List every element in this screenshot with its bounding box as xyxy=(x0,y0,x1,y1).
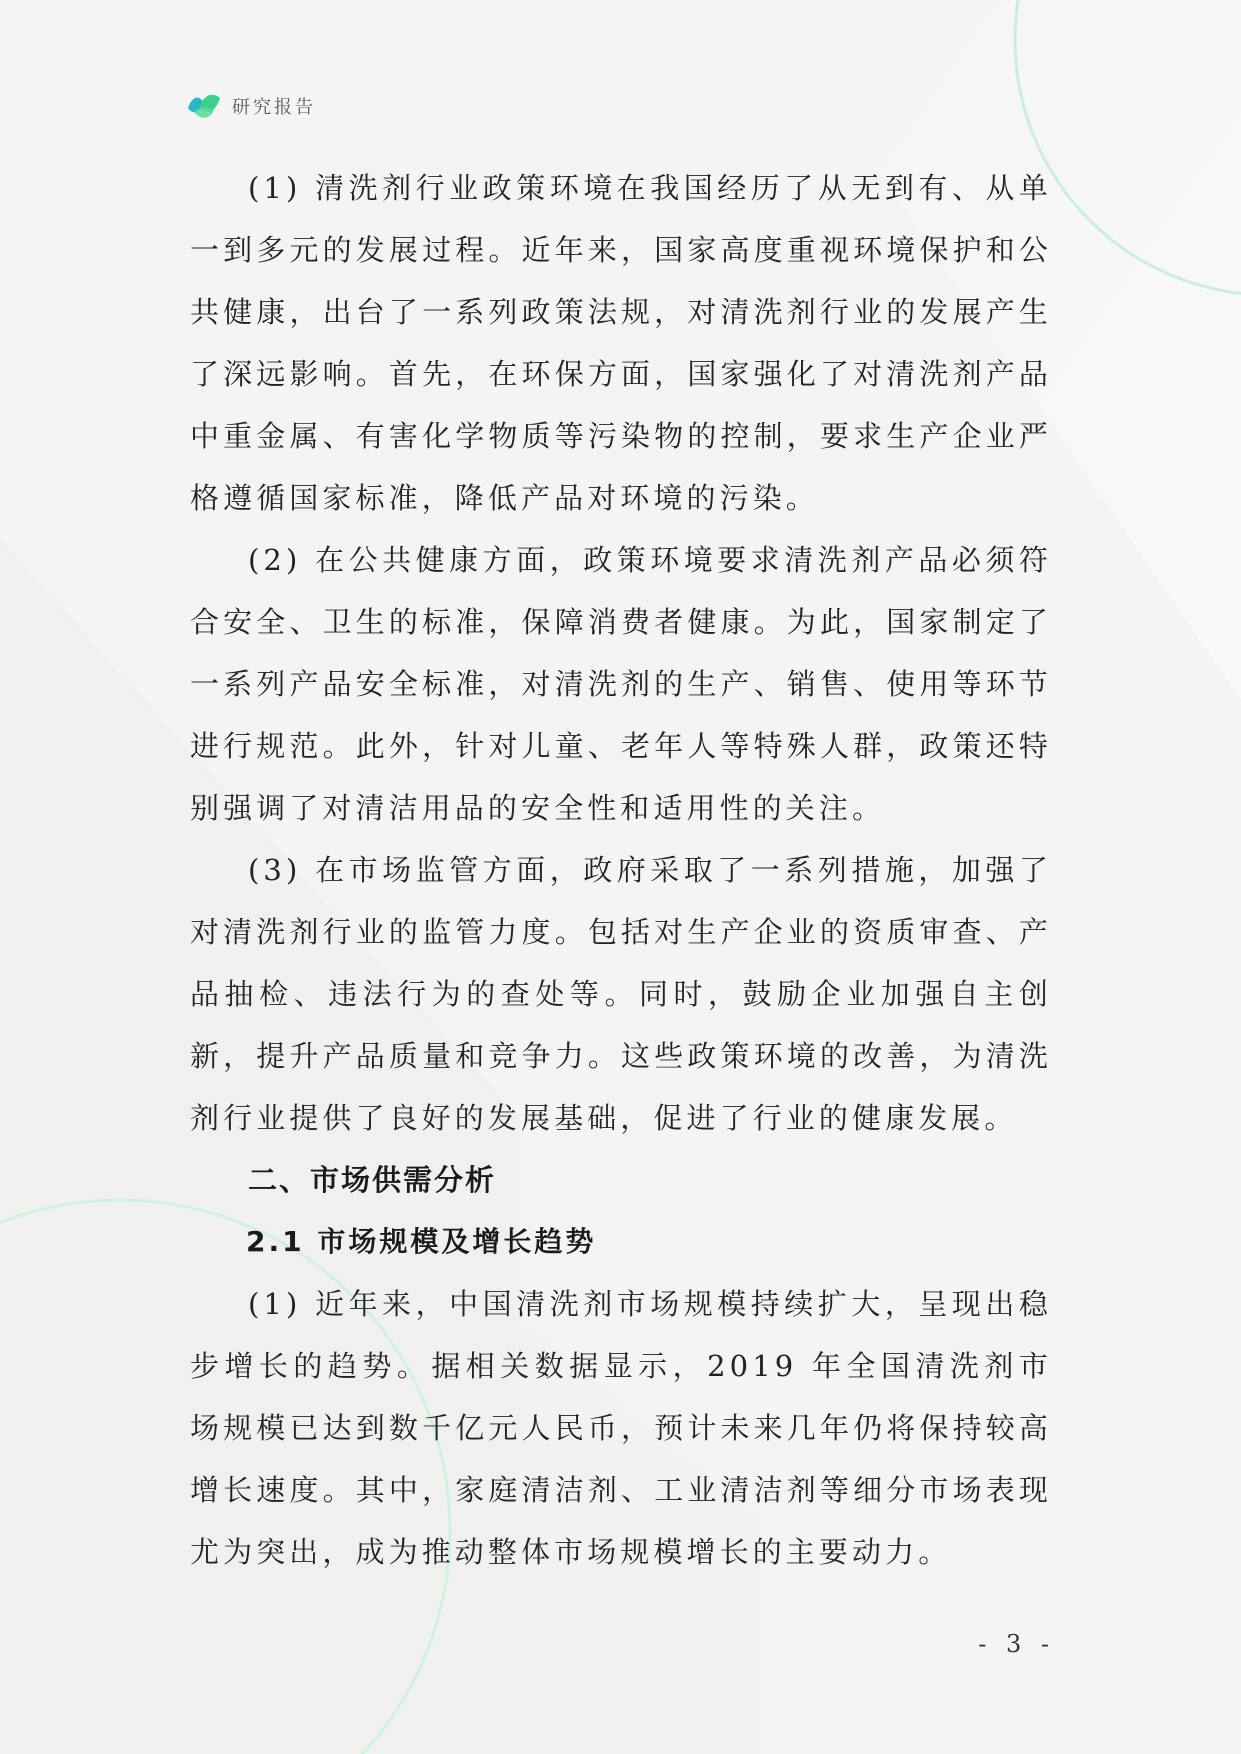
document-body xyxy=(190,157,1052,1583)
section-title: 二、市场供需分析 xyxy=(248,1163,497,1197)
paragraph-1: (1) 清洗剂行业政策环境在我国经历了从无到有、从单一到多元的发展过程。近年来，国家高度重视环境保护和公共健康，出台了一系列政策法规，对清洗剂行业的发展产生了深远影响。首先，在环保方面，国家强化了对清洗剂产品中重金属、有害化学物质等污染物的控制，要求生产企业严格遵循国家标准，降低产品对环境的污染。 xyxy=(190,171,1052,515)
paragraph-2: (2) 在公共健康方面，政策环境要求清洗剂产品必须符合安全、卫生的标准，保障消费者健康。为此，国家制定了一系列产品安全标准，对清洗剂的生产、销售、使用等环节进行规范。此外，针对儿童、老年人等特殊人群，政策还特别强调了对清洁用品的安全性和适用性的关注。 xyxy=(190,543,1052,825)
page-number: - 3 - xyxy=(978,1630,1055,1658)
subsection-title: 2.1 市场规模及增长趋势 xyxy=(246,1225,597,1258)
report-header xyxy=(186,88,316,124)
paragraph-3: (3) 在市场监管方面，政府采取了一系列措施，加强了对清洗剂行业的监管力度。包括对生产企业的资质审查、产品抽检、违法行为的查处等。同时，鼓励企业加强自主创新，提升产品质量和竞争力。这些政策环境的改善，为清洗剂行业提供了良好的发展基础，促进了行业的健康发展。 xyxy=(190,853,1052,1135)
leaf-logo-icon xyxy=(186,90,222,122)
paragraph-4: (1) 近年来，中国清洗剂市场规模持续扩大，呈现出稳步增长的趋势。据相关数据显示，2019 年全国清洗剂市场规模已达到数千亿元人民币，预计未来几年仍将保持较高增长速度。其中，家庭清洁剂、工业清洁剂等细分市场表现尤为突出，成为推动整体市场规模增长的主要动力。 xyxy=(190,1287,1052,1569)
header-title: 研究报告 xyxy=(232,97,316,118)
